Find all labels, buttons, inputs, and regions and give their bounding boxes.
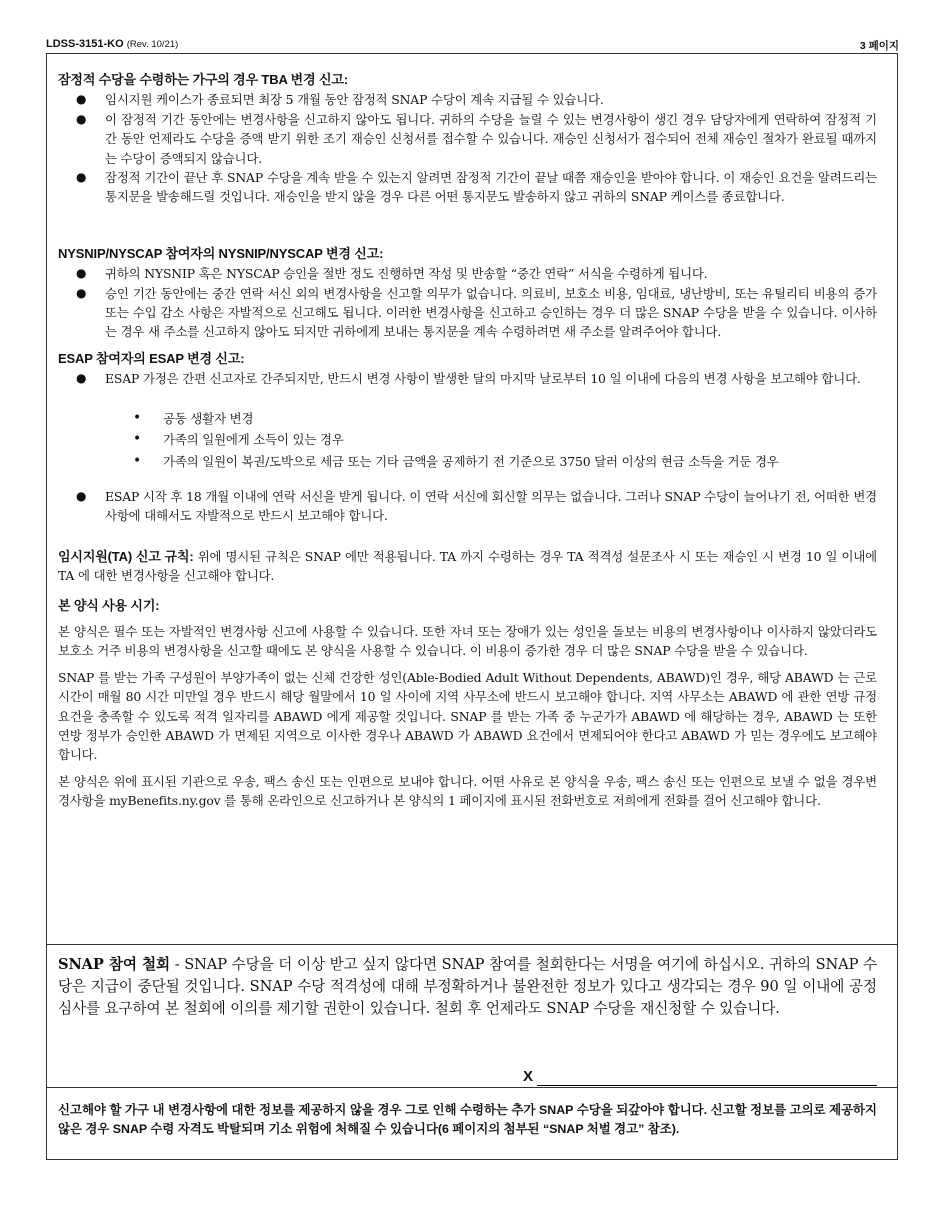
- usage-paragraph-2: SNAP 를 받는 가족 구성원이 부양가족이 없는 신체 건강한 성인(Able-Bodied Adult Without Dependents, ABAWD)인 경우, 해당 ABAWD 는 근로시간이 매월 80 시간 미만일 경우 반드시 해당 월말에서 10 일 사이에 지역 사무소에 반드시 보고해야 합니다. 지역 사무소는 ABAWD 에 관한 연방 규정 요건을 충족할 수 있도록 적격 일자리를 ABAWD 에게 제공할 것입니다. SNAP 를 받는 가족 중 누군가가 ABAWD 에 해당하는 경우, ABAWD 는 또한 연방 정부가 승인한 ABAWD 가 면제된 지역으로 이사한 경우나 ABAWD 가 ABAWD 요건에서 면제되어야 한다고 ABAWD 가 믿는 경우에도 보고해야 합니다.: [58, 669, 877, 763]
- ta-rules-paragraph: [58, 547, 877, 586]
- tba-bullet: ● 임시지원 케이스가 종료되면 최장 5 개월 동안 잠정적 SNAP 수당이 계속 지급될 수 있습니다.: [58, 90, 877, 109]
- esap-bullet-list: [58, 369, 877, 388]
- nysnip-bullet-list: [58, 264, 877, 342]
- form-frame: [46, 53, 898, 1160]
- penalty-warning-section: [47, 1087, 897, 1159]
- signature-line[interactable]: [537, 1085, 877, 1086]
- page-header: [46, 38, 899, 54]
- form-revision: (Rev. 10/21): [126, 39, 179, 50]
- tba-bullet: ● 잠정적 기간이 끝난 후 SNAP 수당을 계속 받을 수 있는지 알려면 잠정적 기간이 끝날 때쯤 재승인을 받아야 합니다. 이 재승인 요건을 알려드리는 통지문을 발송해드릴 것입니다. 재승인을 받지 않을 경우 다른 어떤 통지문도 발송하지 않고 귀하의 SNAP 케이스를 종료합니다.: [58, 168, 877, 207]
- form-content: [58, 70, 877, 811]
- form-id: LDSS-3151-KO: [46, 38, 124, 50]
- ta-rules-text: 위에 명시된 규칙은 SNAP 에만 적용됩니다. TA 까지 수령하는 경우 TA 적격성 설문조사 시 또는 재승인 시 변경 10 일 이내에 TA 에 대한 변경사항을 신고해야 합니다.: [58, 548, 877, 584]
- nysnip-section-title: NYSNIP/NYSCAP 참여자의 NYSNIP/NYSCAP 변경 신고:: [58, 245, 384, 261]
- usage-section-title: 본 양식 사용 시기:: [58, 597, 160, 613]
- esap-sub-bullet-list: [58, 409, 877, 471]
- nysnip-bullet: ● 귀하의 NYSNIP 혹은 NYSCAP 승인을 절반 정도 진행하면 작성 및 반송할 “중간 연락” 서식을 수령하게 됩니다.: [58, 264, 877, 283]
- penalty-warning-text: 신고해야 할 가구 내 변경사항에 대한 정보를 제공하지 않을 경우 그로 인해 수령하는 추가 SNAP 수당을 되갚아야 합니다. 신고할 정보를 고의로 제공하지 않은 경우 SNAP 수령 자격도 박탈되며 기소 위험에 처해질 수 있습니다(6 페이지의 첨부된 “SNAP 처벌 경고” 참조).: [58, 1103, 877, 1136]
- esap-bullet: ● ESAP 가정은 간편 신고자로 간주되지만, 반드시 변경 사항이 발생한 달의 마지막 날로부터 10 일 이내에 다음의 변경 사항을 보고해야 합니다.: [58, 369, 877, 388]
- esap-bullet-list-2: [58, 487, 877, 526]
- snap-withdrawal-title: SNAP 참여 철회: [58, 956, 171, 973]
- esap-sub-bullet: • 공동 생활자 변경: [58, 409, 877, 428]
- snap-withdrawal-section: [47, 944, 897, 1088]
- page-number: 3 페이지: [859, 40, 899, 52]
- nysnip-bullet: ● 승인 기간 동안에는 중간 연락 서신 외의 변경사항을 신고할 의무가 없습니다. 의료비, 보호소 비용, 임대료, 냉난방비, 또는 유틸리티 비용의 증가 또는 수입 감소 사항은 자발적으로 신고해도 됩니다. 이러한 변경사항을 신고하고 승인하는 경우 더 많은 SNAP 수당을 받을 수 있습니다. 이사하는 경우 새 주소를 신고하지 않아도 되지만 귀하에게 보내는 통지문을 계속 수령하려면 새 주소를 알려주어야 합니다.: [58, 284, 877, 342]
- snap-withdrawal-text: [58, 954, 877, 1020]
- ta-rules-label: 임시지원(TA) 신고 규칙:: [58, 548, 194, 564]
- esap-bullet: ● ESAP 시작 후 18 개월 이내에 연락 서신을 받게 됩니다. 이 연락 서신에 회신할 의무는 없습니다. 그러나 SNAP 수당이 늘어나기 전, 어떠한 변경 사항에 대해서도 자발적으로 반드시 보고해야 합니다.: [58, 487, 877, 526]
- tba-bullet: ● 이 잠정적 기간 동안에는 변경사항을 신고하지 않아도 됩니다. 귀하의 수당을 늘릴 수 있는 변경사항이 생긴 경우 담당자에게 연락하여 잠정적 기간 동안 언제라도 수당을 증액 받기 위한 조기 재승인 신청서를 접수할 수 있습니다. 재승인 신청서가 접수되어 전체 재승인 절차가 완료될 때까지는 수당이 증액되지 않습니다.: [58, 110, 877, 168]
- esap-sub-bullet: • 가족의 일원이 복권/도박으로 세금 또는 기타 금액을 공제하기 전 기준으로 3750 달러 이상의 현금 소득을 거둔 경우: [58, 452, 877, 471]
- snap-withdrawal-body: - SNAP 수당을 더 이상 받고 싶지 않다면 SNAP 참여를 철회한다는 서명을 여기에 하십시오. 귀하의 SNAP 수당은 지급이 중단될 것입니다. SNAP 수당 적격성에 대해 부정확하거나 불완전한 정보가 있다고 생각되는 경우 90 일 이내에 공정심사를 요구하여 본 철회에 이의를 제기할 권한이 있습니다. 철회 후 언제라도 SNAP 수당을 재신청할 수 있습니다.: [58, 956, 877, 1017]
- esap-sub-bullet: • 가족의 일원에게 소득이 있는 경우: [58, 430, 877, 449]
- tba-section-title: 잠정적 수당을 수령하는 가구의 경우 TBA 변경 신고:: [58, 72, 348, 87]
- usage-paragraph-1: 본 양식은 필수 또는 자발적인 변경사항 신고에 사용할 수 있습니다. 또한 자녀 또는 장애가 있는 성인을 돌보는 비용의 변경사항이나 이사하지 않았더라도 보호소 거주 비용의 변경사항을 신고할 때에도 본 양식을 사용할 수 있습니다. 이 비용이 증가한 경우 더 많은 SNAP 수당을 받을 수 있습니다.: [58, 623, 877, 659]
- esap-section-title: ESAP 참여자의 ESAP 변경 신고:: [58, 350, 245, 366]
- usage-paragraph-3: 본 양식은 위에 표시된 기관으로 우송, 팩스 송신 또는 인편으로 보내야 합니다. 어떤 사유로 본 양식을 우송, 팩스 송신 또는 인편으로 보낼 수 없을 경우변경사항을 myBenefits.ny.gov 를 통해 온라인으로 신고하거나 본 양식의 1 페이지에 표시된 전화번호로 저희에게 전화를 걸어 신고해야 합니다.: [58, 773, 877, 809]
- tba-bullet-list: [58, 90, 877, 206]
- signature-mark: X: [523, 1068, 534, 1085]
